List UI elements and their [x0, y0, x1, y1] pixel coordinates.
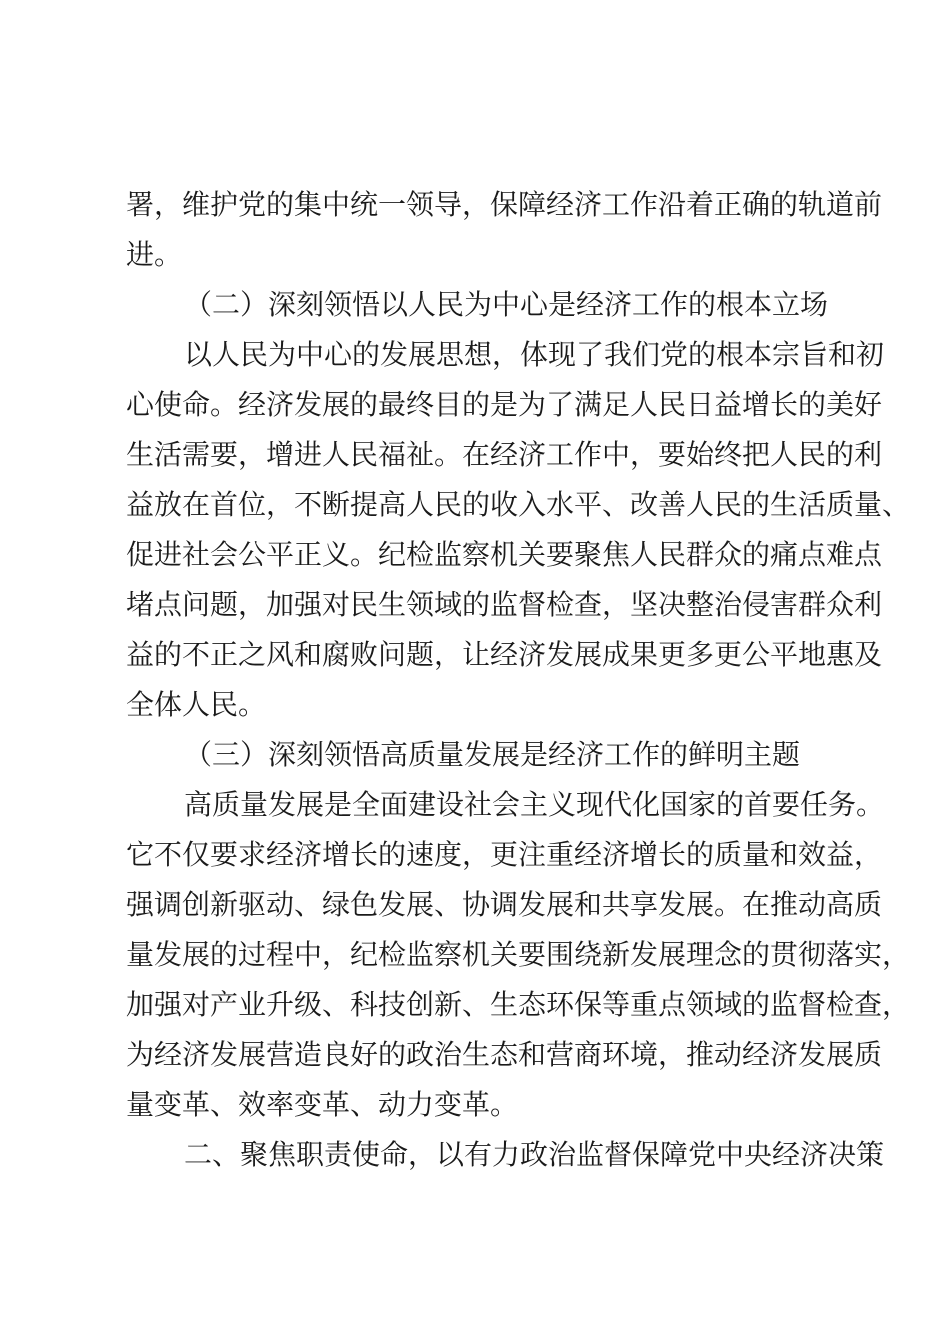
paragraph-line: 量发展的过程中，纪检监察机关要围绕新发展理念的贯彻落实， — [126, 938, 911, 971]
paragraph-line: 心使命。经济发展的最终目的是为了满足人民日益增长的美好 — [126, 388, 883, 421]
paragraph-line: 全体人民。 — [126, 688, 267, 721]
section-heading-3: （三）深刻领悟高质量发展是经济工作的鲜明主题 — [184, 738, 801, 771]
paragraph-line: 加强对产业升级、科技创新、生态环保等重点领域的监督检查， — [126, 988, 911, 1021]
paragraph-line: 以人民为中心的发展思想，体现了我们党的根本宗旨和初 — [184, 338, 885, 371]
section-heading-2: （二）深刻领悟以人民为中心是经济工作的根本立场 — [184, 288, 829, 321]
paragraph-line: 生活需要，增进人民福祉。在经济工作中，要始终把人民的利 — [126, 438, 883, 471]
paragraph-line: 益的不正之风和腐败问题，让经济发展成果更多更公平地惠及 — [126, 638, 883, 671]
paragraph-line: 强调创新驱动、绿色发展、协调发展和共享发展。在推动高质 — [126, 888, 883, 921]
paragraph-line: 堵点问题，加强对民生领域的监督检查，坚决整治侵害群众利 — [126, 588, 883, 621]
paragraph-line: 促进社会公平正义。纪检监察机关要聚焦人民群众的痛点难点 — [126, 538, 883, 571]
paragraph-line: 署，维护党的集中统一领导，保障经济工作沿着正确的轨道前 — [126, 188, 883, 221]
paragraph-line: 量变革、效率变革、动力变革。 — [126, 1088, 519, 1121]
paragraph-line: 为经济发展营造良好的政治生态和营商环境，推动经济发展质 — [126, 1038, 883, 1071]
paragraph-line: 它不仅要求经济增长的速度，更注重经济增长的质量和效益， — [126, 838, 883, 871]
paragraph-line: 高质量发展是全面建设社会主义现代化国家的首要任务。 — [184, 788, 885, 821]
paragraph-line: 进。 — [126, 238, 183, 271]
paragraph-line: 益放在首位，不断提高人民的收入水平、改善人民的生活质量、 — [126, 488, 911, 521]
section-heading-main: 二、聚焦职责使命，以有力政治监督保障党中央经济决策 — [184, 1138, 885, 1171]
